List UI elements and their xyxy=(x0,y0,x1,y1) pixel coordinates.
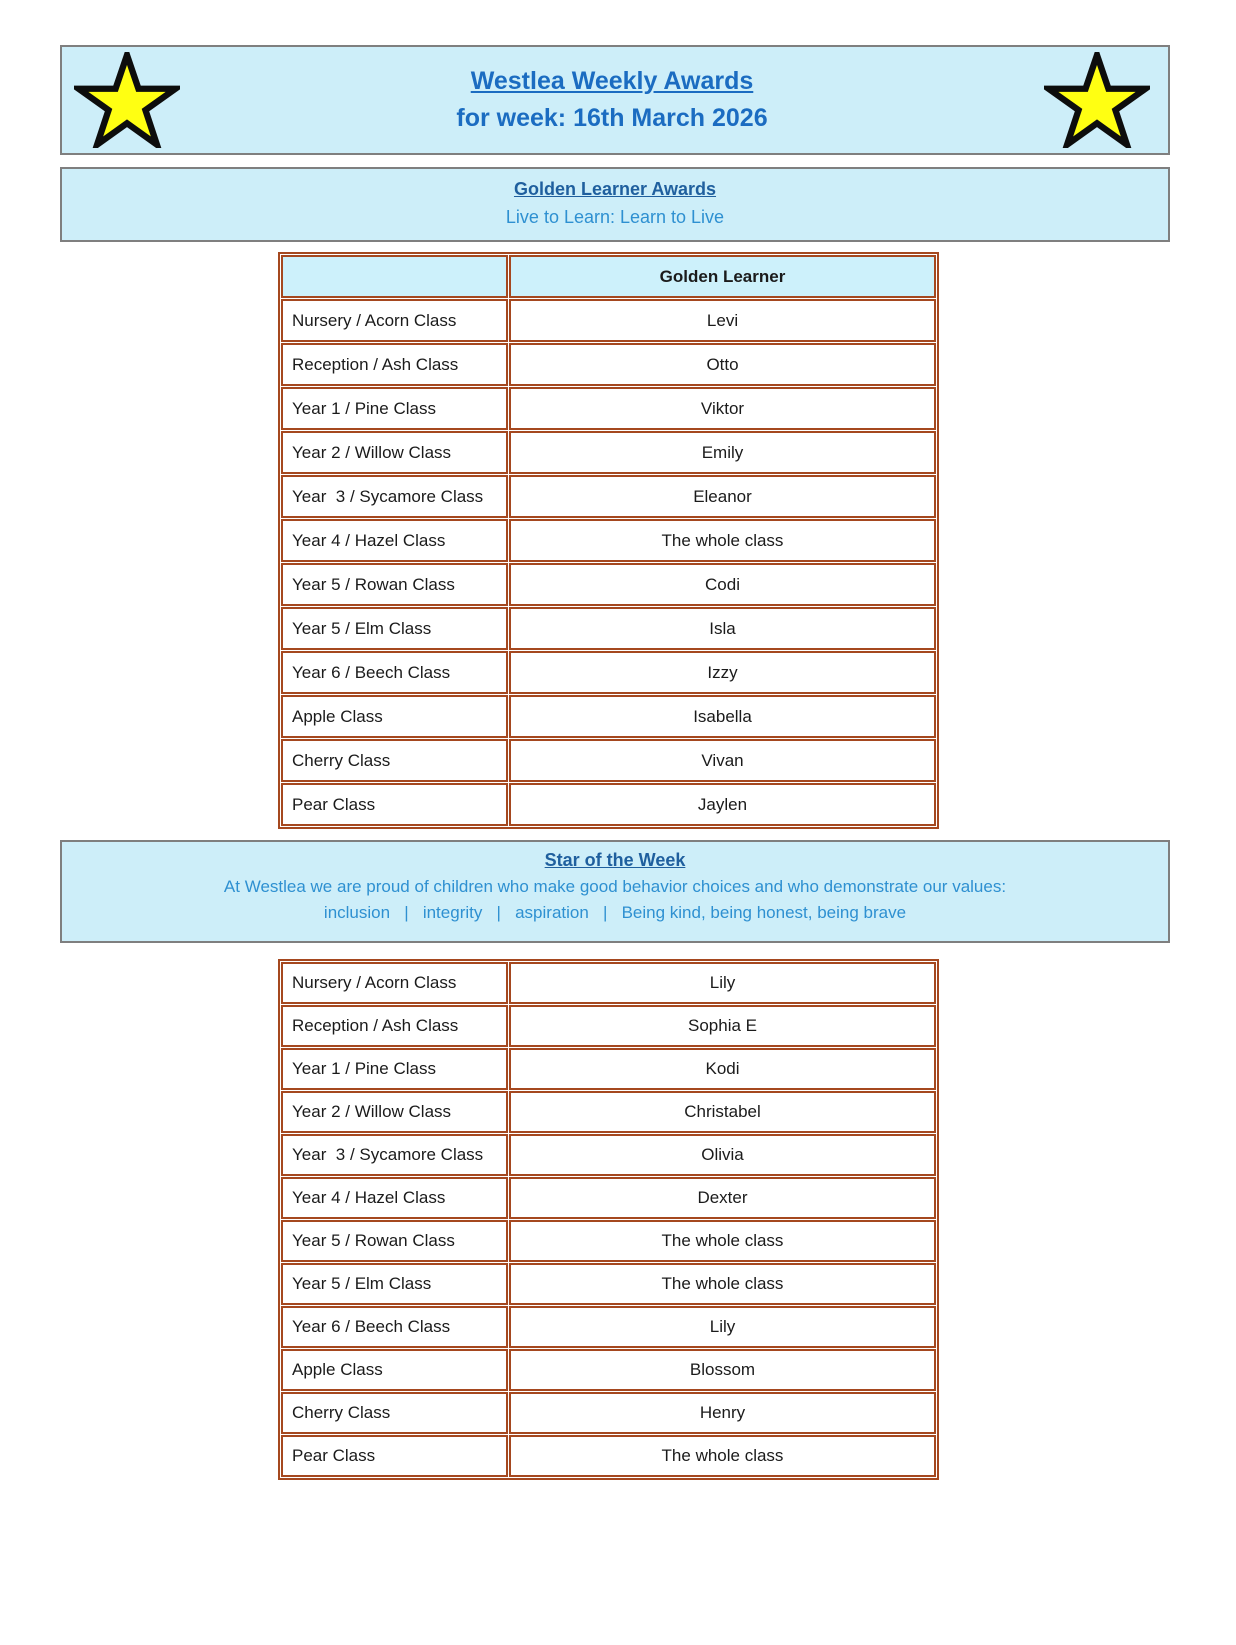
award-winner-cell: Olivia xyxy=(509,1134,936,1176)
table-row xyxy=(281,387,936,430)
table-row xyxy=(281,1263,936,1305)
table-row xyxy=(281,343,936,386)
class-cell: Pear Class xyxy=(281,783,508,826)
award-winner-cell: Jaylen xyxy=(509,783,936,826)
table-row xyxy=(281,1134,936,1176)
class-cell: Nursery / Acorn Class xyxy=(281,962,508,1004)
class-cell: Year 3 / Sycamore Class xyxy=(281,475,508,518)
class-cell: Year 5 / Elm Class xyxy=(281,607,508,650)
star-of-the-week-table xyxy=(278,959,939,1480)
class-cell: Reception / Ash Class xyxy=(281,343,508,386)
table-row xyxy=(281,1435,936,1477)
award-winner-cell: Isabella xyxy=(509,695,936,738)
class-cell: Year 1 / Pine Class xyxy=(281,1048,508,1090)
class-cell: Year 5 / Rowan Class xyxy=(281,563,508,606)
table-row xyxy=(281,783,936,826)
award-winner-cell: Isla xyxy=(509,607,936,650)
table-row xyxy=(281,1177,936,1219)
award-winner-cell: Codi xyxy=(509,563,936,606)
award-winner-cell: Emily xyxy=(509,431,936,474)
golden-learner-table-header-row xyxy=(281,255,936,298)
class-cell: Apple Class xyxy=(281,695,508,738)
star-intro-line: At Westlea we are proud of children who make good behavior choices and who demonstrate our values: xyxy=(223,877,1007,896)
star-of-the-week-banner xyxy=(60,840,1170,943)
award-winner-cell: The whole class xyxy=(509,1435,936,1477)
award-winner-cell: Viktor xyxy=(509,387,936,430)
award-winner-cell: Dexter xyxy=(509,1177,936,1219)
table-row xyxy=(281,563,936,606)
star-values-line: inclusion | integrity | aspiration | Being kind, being honest, being brave xyxy=(323,903,907,922)
table-row xyxy=(281,695,936,738)
star-icon xyxy=(74,52,180,148)
class-cell: Year 4 / Hazel Class xyxy=(281,1177,508,1219)
table-row xyxy=(281,475,936,518)
golden-learner-column-header: Golden Learner xyxy=(509,255,936,298)
star-of-the-week-heading: Star of the Week xyxy=(544,850,686,870)
class-cell: Cherry Class xyxy=(281,739,508,782)
award-winner-cell: Otto xyxy=(509,343,936,386)
class-cell: Year 2 / Willow Class xyxy=(281,431,508,474)
golden-learner-table xyxy=(278,252,939,829)
table-row xyxy=(281,1392,936,1434)
table-row xyxy=(281,651,936,694)
award-winner-cell: Henry xyxy=(509,1392,936,1434)
class-cell: Year 5 / Elm Class xyxy=(281,1263,508,1305)
award-winner-cell: The whole class xyxy=(509,1263,936,1305)
header-title-block xyxy=(180,67,1044,133)
award-winner-cell: The whole class xyxy=(509,1220,936,1262)
class-cell: Year 6 / Beech Class xyxy=(281,651,508,694)
golden-learner-banner xyxy=(60,167,1170,242)
award-winner-cell: Lily xyxy=(509,962,936,1004)
table-row xyxy=(281,1306,936,1348)
table-row xyxy=(281,1091,936,1133)
header-banner xyxy=(60,45,1170,155)
week-subtitle: for week: 16th March 2026 xyxy=(456,104,768,132)
class-cell: Year 2 / Willow Class xyxy=(281,1091,508,1133)
class-cell: Year 4 / Hazel Class xyxy=(281,519,508,562)
table-row xyxy=(281,299,936,342)
award-winner-cell: Lily xyxy=(509,1306,936,1348)
class-cell: Nursery / Acorn Class xyxy=(281,299,508,342)
award-winner-cell: Blossom xyxy=(509,1349,936,1391)
award-winner-cell: Christabel xyxy=(509,1091,936,1133)
golden-learner-heading: Golden Learner Awards xyxy=(513,179,717,199)
class-cell: Year 5 / Rowan Class xyxy=(281,1220,508,1262)
page-title: Westlea Weekly Awards xyxy=(470,67,754,95)
award-winner-cell: Kodi xyxy=(509,1048,936,1090)
award-winner-cell: Eleanor xyxy=(509,475,936,518)
table-row xyxy=(281,1048,936,1090)
table-row xyxy=(281,1349,936,1391)
class-column-header xyxy=(281,255,508,298)
table-row xyxy=(281,739,936,782)
award-winner-cell: Vivan xyxy=(509,739,936,782)
class-cell: Apple Class xyxy=(281,1349,508,1391)
award-winner-cell: Levi xyxy=(509,299,936,342)
class-cell: Pear Class xyxy=(281,1435,508,1477)
golden-learner-motto: Live to Learn: Learn to Live xyxy=(505,207,725,227)
class-cell: Cherry Class xyxy=(281,1392,508,1434)
table-row xyxy=(281,519,936,562)
table-row xyxy=(281,962,936,1004)
table-row xyxy=(281,1220,936,1262)
award-winner-cell: Izzy xyxy=(509,651,936,694)
award-winner-cell: The whole class xyxy=(509,519,936,562)
table-row xyxy=(281,431,936,474)
class-cell: Year 1 / Pine Class xyxy=(281,387,508,430)
class-cell: Year 3 / Sycamore Class xyxy=(281,1134,508,1176)
award-winner-cell: Sophia E xyxy=(509,1005,936,1047)
star-icon xyxy=(1044,52,1150,148)
class-cell: Reception / Ash Class xyxy=(281,1005,508,1047)
document-page xyxy=(0,45,1236,1480)
table-row xyxy=(281,607,936,650)
class-cell: Year 6 / Beech Class xyxy=(281,1306,508,1348)
table-row xyxy=(281,1005,936,1047)
